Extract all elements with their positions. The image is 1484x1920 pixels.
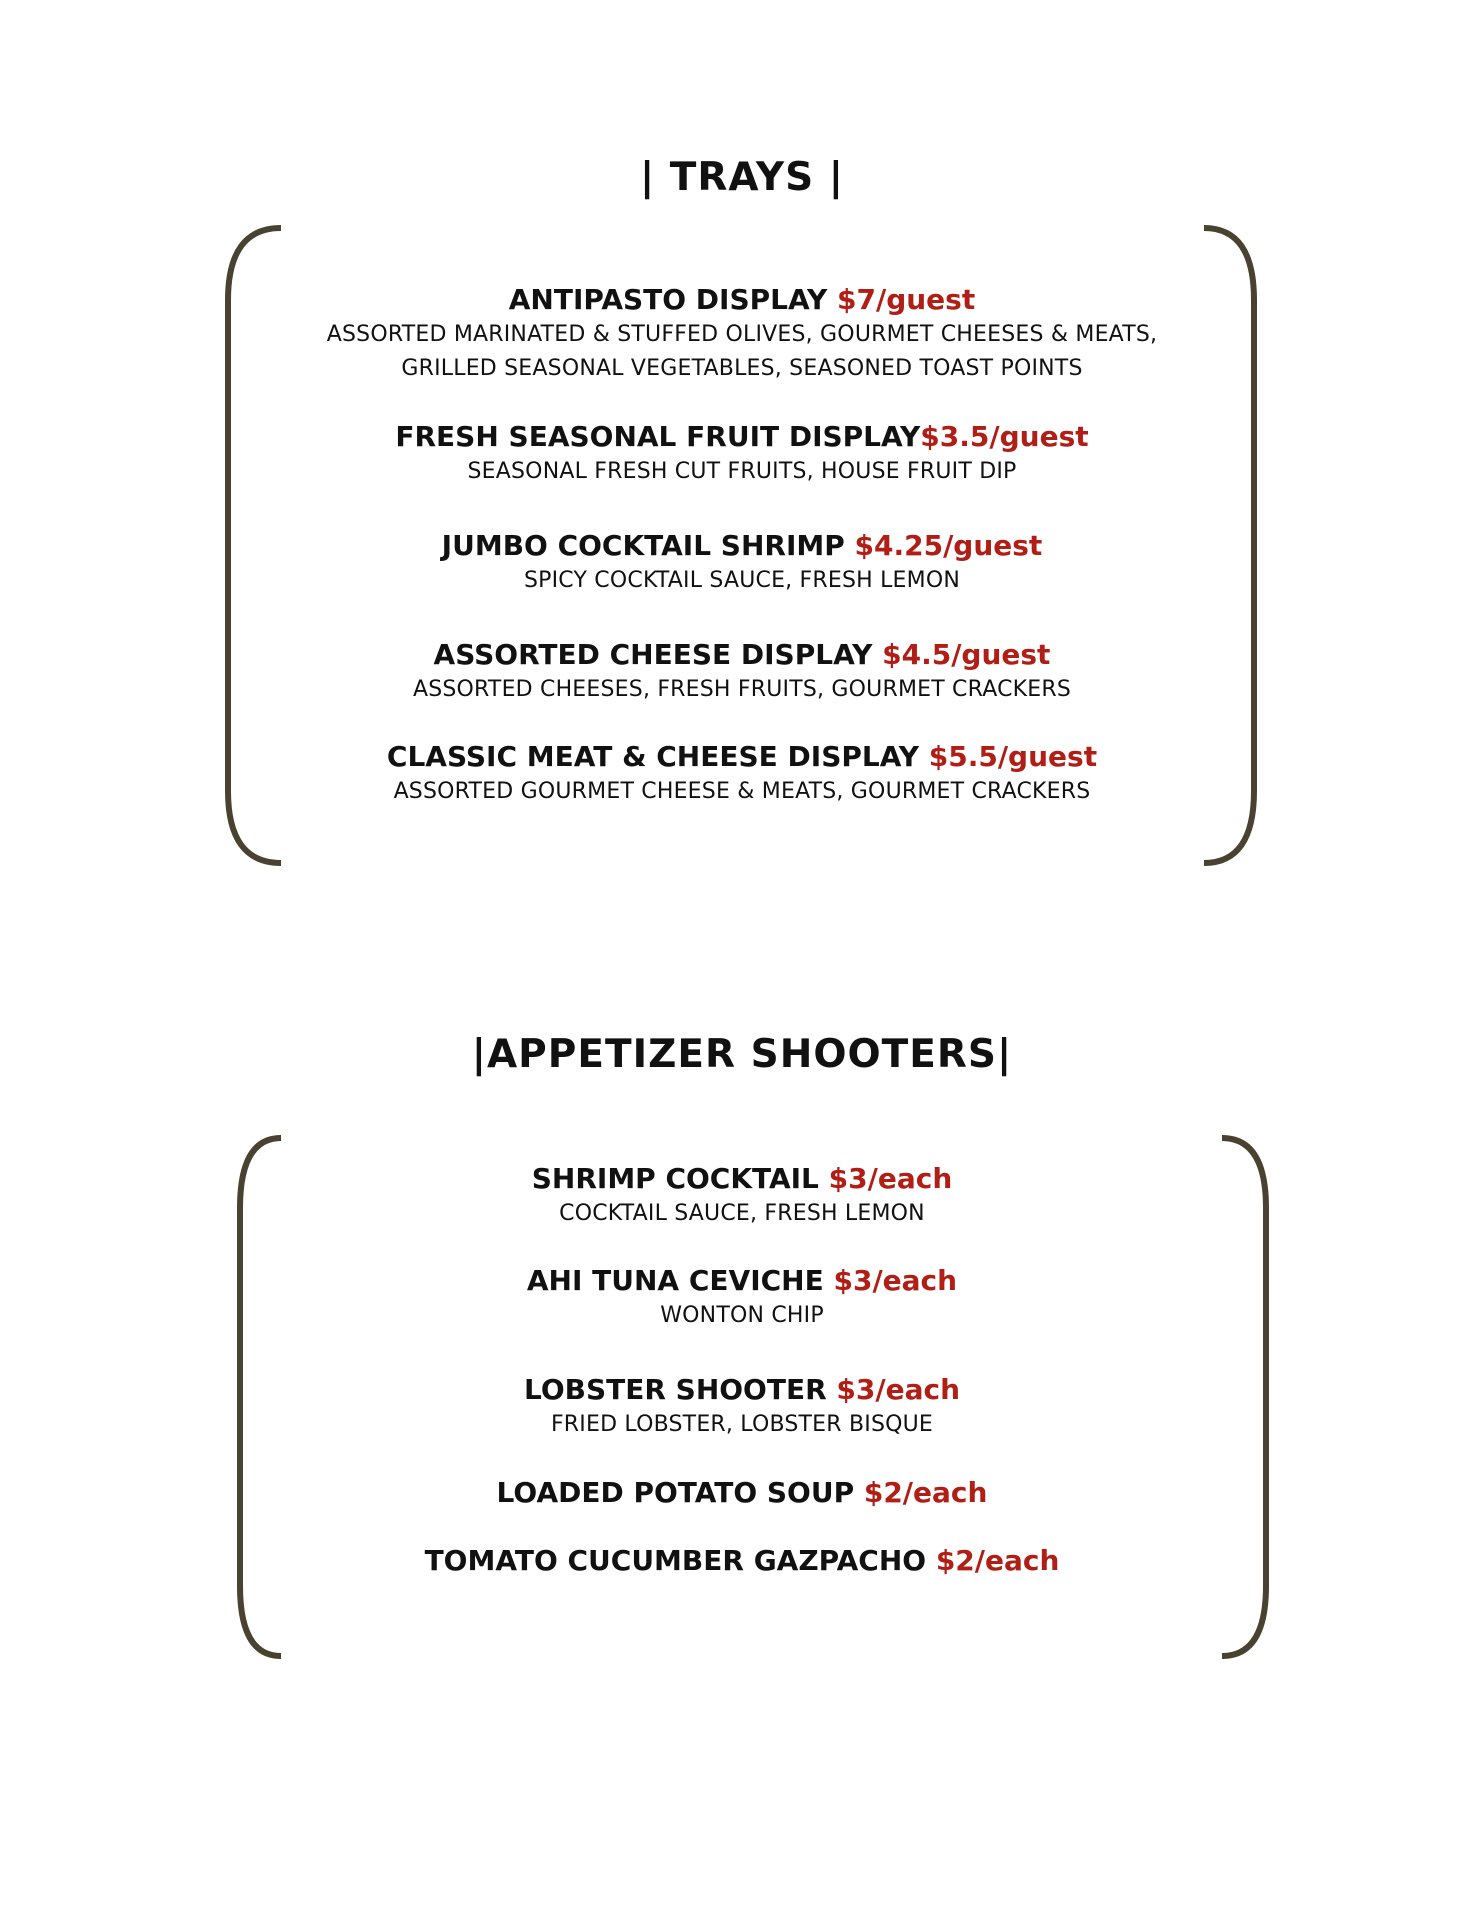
item-description: SPICY COCKTAIL SAUCE, FRESH LEMON (523, 568, 961, 593)
item-price: $4.5/guest (882, 638, 1051, 671)
menu-item (0, 1161, 1484, 1231)
item-price: $2/each (935, 1544, 1060, 1577)
item-name: JUMBO COCKTAIL SHRIMP (441, 529, 845, 562)
item-price: $3.5/guest (920, 420, 1089, 453)
item-price: $3/each (833, 1264, 958, 1297)
item-description: WONTON CHIP (660, 1303, 824, 1328)
item-name: CLASSIC MEAT & CHEESE DISPLAY (386, 740, 919, 773)
item-name: AHI TUNA CEVICHE (526, 1264, 824, 1297)
item-name: ANTIPASTO DISPLAY (508, 283, 828, 316)
menu-item (0, 1263, 1484, 1333)
item-name-line (0, 1263, 1484, 1299)
menu-item (0, 1475, 1484, 1511)
item-price: $5.5/guest (928, 740, 1098, 773)
item-description: ASSORTED MARINATED & STUFFED OLIVES, GOURMET CHEESES & MEATS, (326, 322, 1158, 347)
item-name: ASSORTED CHEESE DISPLAY (433, 638, 873, 671)
item-description: ASSORTED GOURMET CHEESE & MEATS, GOURMET CRACKERS (393, 779, 1091, 804)
item-price: $7/guest (837, 283, 976, 316)
item-name: TOMATO CUCUMBER GAZPACHO (424, 1544, 927, 1577)
trays-section-title: | TRAYS | (639, 155, 845, 200)
item-description: COCKTAIL SAUCE, FRESH LEMON (559, 1201, 925, 1226)
name-price-separator (827, 1373, 837, 1406)
name-price-separator (926, 1544, 936, 1577)
item-name: FRESH SEASONAL FRUIT DISPLAY (395, 420, 921, 453)
item-name: SHRIMP COCKTAIL (531, 1162, 819, 1195)
item-name: LOADED POTATO SOUP (496, 1476, 855, 1509)
item-name-line (0, 1475, 1484, 1511)
shooters-section-title: |APPETIZER SHOOTERS| (471, 1032, 1013, 1077)
menu-item (0, 1543, 1484, 1579)
menu-item (0, 1372, 1484, 1442)
item-price: $3/each (828, 1162, 953, 1195)
item-name-line (0, 1543, 1484, 1579)
item-price: $2/each (863, 1476, 988, 1509)
item-name: LOBSTER SHOOTER (523, 1373, 827, 1406)
item-name-line (0, 1161, 1484, 1197)
item-description: SEASONAL FRESH CUT FRUITS, HOUSE FRUIT DIP (467, 459, 1017, 484)
item-price: $3/each (836, 1373, 961, 1406)
name-price-separator (854, 1476, 864, 1509)
name-price-separator (819, 1162, 829, 1195)
item-description: ASSORTED CHEESES, FRESH FRUITS, GOURMET CRACKERS (412, 677, 1072, 702)
item-price: $4.25/guest (854, 529, 1043, 562)
item-name-line (0, 1372, 1484, 1408)
item-description: GRILLED SEASONAL VEGETABLES, SEASONED TOAST POINTS (401, 356, 1083, 381)
item-description: FRIED LOBSTER, LOBSTER BISQUE (550, 1412, 934, 1437)
